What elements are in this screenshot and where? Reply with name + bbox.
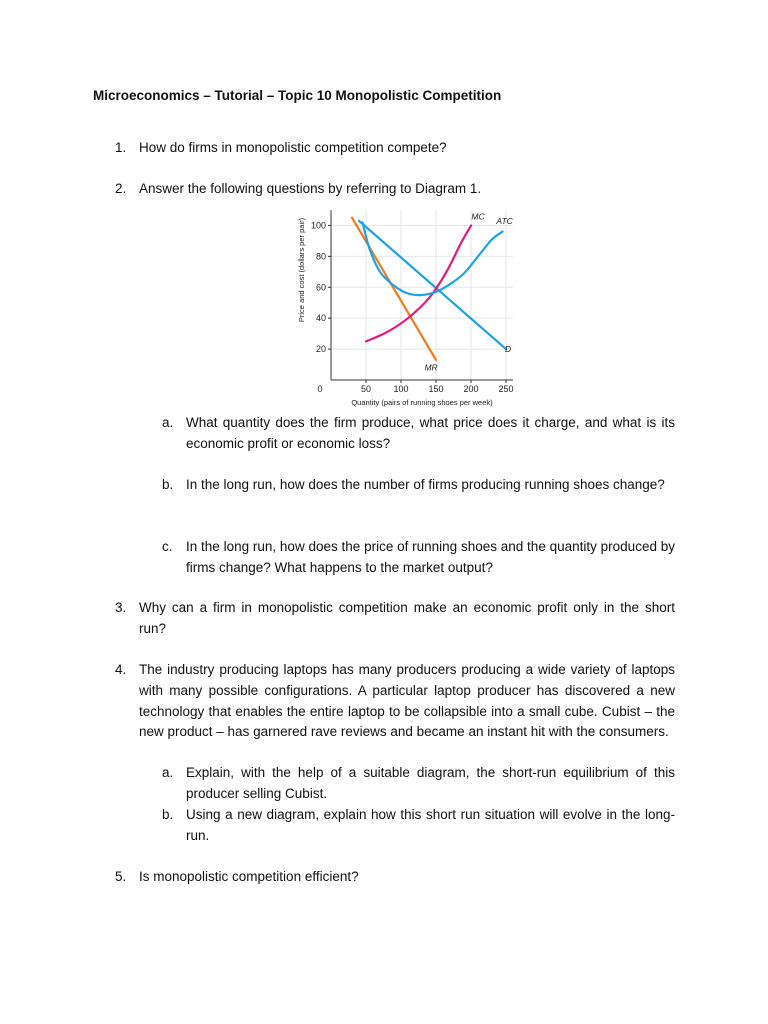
subquestion-letter: b. bbox=[162, 807, 174, 822]
question-text: Answer the following questions by referring to Diagram 1. bbox=[139, 181, 482, 196]
subquestion-letter: c. bbox=[162, 539, 173, 554]
diagram-1-chart bbox=[293, 205, 523, 410]
y-tick-label: 60 bbox=[315, 282, 326, 293]
subquestion-text: Explain, with the help of a suitable diagram, the short-run equilibrium of this producer selling Cubist. bbox=[186, 765, 675, 801]
question-text: Why can a firm in monopolistic competition make an economic profit only in the short run? bbox=[139, 600, 675, 636]
subquestion-text: What quantity does the firm produce, what price does it charge, and what is its economic profit or economic loss? bbox=[186, 415, 675, 451]
series-mc-curve bbox=[366, 226, 471, 342]
y-axis-title: Price and cost (dollars per pair) bbox=[297, 217, 306, 323]
subquestion-text: In the long run, how does the number of firms producing running shoes change? bbox=[186, 477, 665, 492]
subquestion-text: In the long run, how does the price of running shoes and the quantity produced by firms change? What happens to the market output? bbox=[186, 539, 675, 575]
curve-label-mr: MR bbox=[424, 362, 438, 373]
y-tick-label: 80 bbox=[315, 251, 326, 262]
y-tick-label: 100 bbox=[310, 220, 326, 231]
x-tick-label: 250 bbox=[498, 384, 514, 394]
x-axis-title: Quantity (pairs of running shoes per week) bbox=[351, 398, 493, 407]
question-number: 2. bbox=[115, 181, 127, 196]
x-tick-label: 100 bbox=[393, 384, 409, 394]
question-number: 5. bbox=[115, 869, 127, 884]
subquestion-text: Using a new diagram, explain how this short run situation will evolve in the long-run. bbox=[186, 807, 675, 843]
series-mr-curve bbox=[352, 218, 436, 360]
question-text: The industry producing laptops has many producers producing a wide variety of laptops with many possible configurations. A particular laptop producer has discovered a new technology that enables the entire laptop to be collapsible into a small cube. Cubist – the new product – has garnered rave reviews and became an instant hit with the consumers. bbox=[139, 662, 675, 740]
x-tick-label: 50 bbox=[360, 384, 372, 394]
subquestion-letter: a. bbox=[162, 415, 174, 430]
y-tick-label: 20 bbox=[315, 344, 326, 355]
page-title: Microeconomics – Tutorial – Topic 10 Monopolistic Competition bbox=[93, 88, 502, 103]
x-tick-label: 150 bbox=[428, 384, 444, 394]
curve-label-atc: ATC bbox=[496, 215, 513, 226]
question-text: How do firms in monopolistic competition compete? bbox=[139, 140, 447, 155]
curve-label-d: D bbox=[505, 344, 512, 355]
question-number: 3. bbox=[115, 600, 127, 615]
question-text: Is monopolistic competition efficient? bbox=[139, 869, 359, 884]
question-number: 1. bbox=[115, 140, 127, 155]
series-d-curve bbox=[359, 221, 506, 349]
question-number: 4. bbox=[115, 662, 127, 677]
subquestion-letter: a. bbox=[162, 765, 174, 780]
subquestion-letter: b. bbox=[162, 477, 174, 492]
x-tick-label: 200 bbox=[463, 384, 479, 394]
origin-label: 0 bbox=[317, 384, 323, 394]
curve-label-mc: MC bbox=[471, 211, 485, 222]
y-tick-label: 40 bbox=[315, 313, 326, 324]
